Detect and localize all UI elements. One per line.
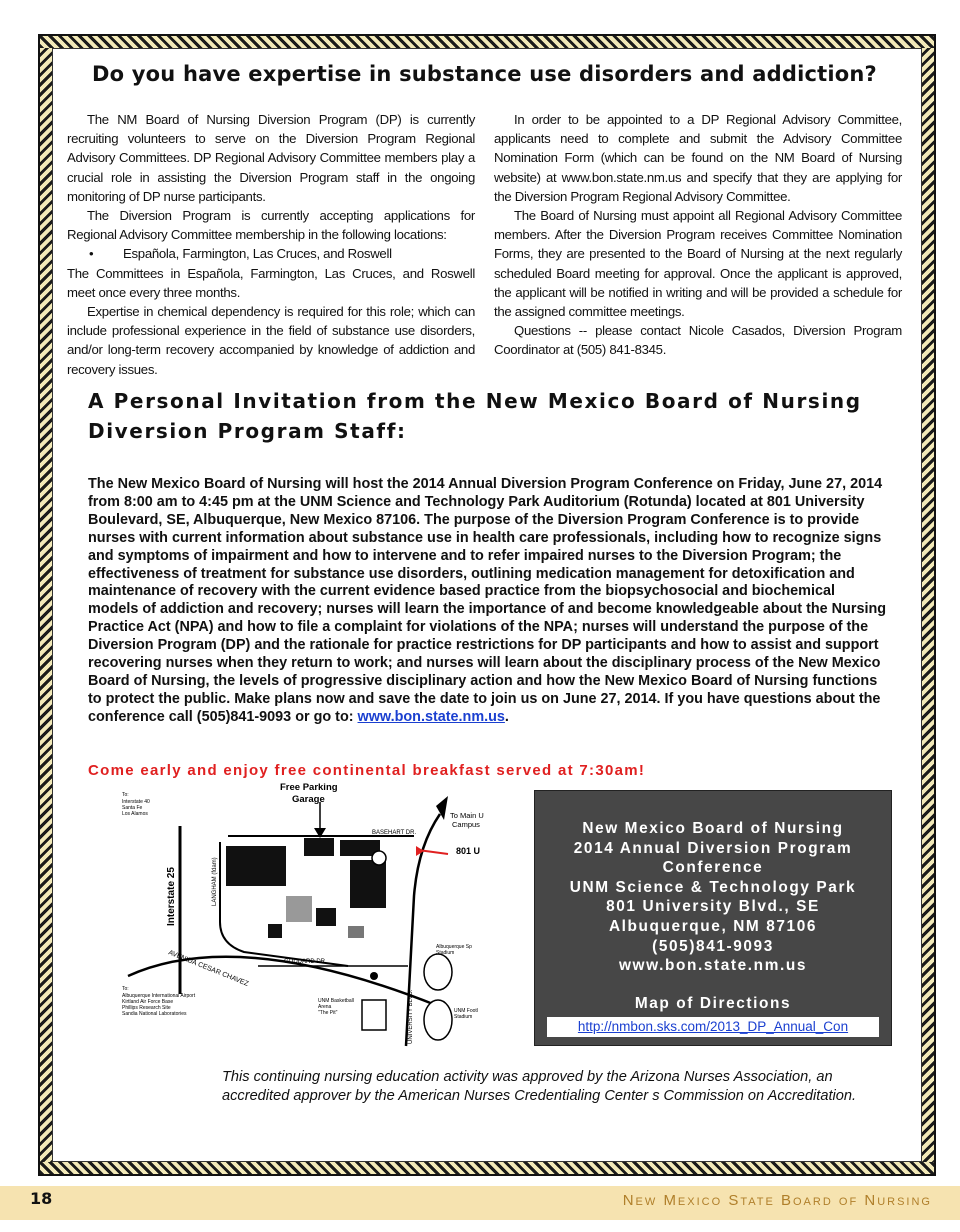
map-label-arena: UNM Basketball xyxy=(318,998,354,1004)
map-label-los-alamos: Los Alamos xyxy=(122,811,148,817)
conference-info-box xyxy=(534,790,892,1046)
map-label-football-2: Stadium xyxy=(454,1014,473,1020)
map-label-to-south: To: xyxy=(122,986,129,992)
map-label-kirtland: Kirtland Air Force Base xyxy=(122,999,174,1005)
map-label-arena-2: Arena xyxy=(318,1004,332,1010)
building xyxy=(348,926,364,938)
basketball-arena-icon xyxy=(362,1000,386,1030)
directions-map xyxy=(118,776,520,1052)
info-line-street: 801 University Blvd., SE xyxy=(606,898,820,916)
map-label-langham: LANGHAM (fdam) xyxy=(212,857,218,906)
map-label-football: UNM Footl xyxy=(454,1008,478,1014)
building xyxy=(226,846,286,886)
info-line-website: www.bon.state.nm.us xyxy=(618,957,808,975)
map-label-to-main: To Main U xyxy=(450,811,484,820)
building xyxy=(350,860,386,908)
info-line-city: Albuquerque, NM 87106 xyxy=(608,917,818,935)
map-label-phillips: Phillips Research Site xyxy=(122,1005,171,1011)
page-number: 18 xyxy=(30,1189,53,1208)
map-label-sandia: Sandia National Laboratories xyxy=(122,1011,187,1017)
map-label-garage: Garage xyxy=(292,794,325,805)
map-label-to-north: To: xyxy=(122,792,129,798)
map-directions-link[interactable]: http://nmbon.sks.com/2013_DP_Annual_Con xyxy=(547,1017,879,1037)
rotunda-icon xyxy=(372,851,386,865)
left-paragraph-4: Expertise in chemical dependency is required for this role; which can include professional experience in the field of substance use disorders, and/or long-term recovery accompanied by knowledge of addiction and recovery issues. xyxy=(67,304,475,377)
map-label-santa-fe: Santa Fe xyxy=(122,805,143,811)
map-label-avenida: AVENIDA CESAR CHAVEZ xyxy=(167,949,250,988)
info-spacer xyxy=(535,976,891,994)
parking-garage-building xyxy=(304,838,334,856)
map-label-interstate: Interstate 25 xyxy=(166,867,177,926)
football-stadium-icon xyxy=(424,1000,452,1040)
map-label-university-blvd: UNIVERSITY BLVD. xyxy=(408,989,414,1044)
info-line-conference-name: 2014 Annual Diversion Program xyxy=(573,839,853,857)
location-bullet xyxy=(67,244,475,263)
map-label-free-parking: Free Parking xyxy=(280,782,338,793)
left-paragraph-1: The NM Board of Nursing Diversion Program (DP) is currently recruiting volunteers to serve on the Diversion Program Regional Advisory Committees. DP Regional Advisory Committee members play a crucial role in assisting the Diversion Program staff in the ongoing monitoring of DP nurse participants. xyxy=(67,112,475,204)
info-line-board: New Mexico Board of Nursing xyxy=(582,820,844,837)
building xyxy=(268,924,282,938)
map-label-campus: Campus xyxy=(452,820,480,829)
building xyxy=(286,896,312,922)
conference-description xyxy=(88,476,888,727)
map-label-sports-stadium: Albuquerque Sp xyxy=(436,944,472,950)
map-label-801: 801 U xyxy=(456,846,481,856)
accreditation-statement: This continuing nursing education activity was approved by the Arizona Nurses Association, an accredited approver by the American Nurses Credentialing Center s Commission on Accreditation. xyxy=(222,1069,857,1105)
right-paragraph-1: In order to be appointed to a DP Regional Advisory Committee, applicants need to complete and submit the Advisory Committee Nomination Form (which can be found on the NM Board of Nursing website) at www.bon.state.nm.us and specify that they are applying for the Diversion Program Regional Advisory Committee. xyxy=(494,112,902,204)
right-column xyxy=(494,110,902,360)
map-of-directions-heading: Map of Directions xyxy=(634,994,792,1012)
headline: Do you have expertise in substance use disorders and addiction? xyxy=(92,62,877,86)
publication-title: New Mexico State Board of Nursing xyxy=(622,1192,932,1209)
location-bullet-text: Española, Farmington, Las Cruces, and Roswell xyxy=(123,246,392,262)
info-line-phone: (505)841-9093 xyxy=(652,937,774,955)
bullet-icon: • xyxy=(89,246,94,262)
left-paragraph-3: The Committees in Española, Farmington, Las Cruces, and Roswell meet once every three months. xyxy=(67,265,475,300)
breakfast-notice: Come early and enjoy free continental breakfast served at 7:30am! xyxy=(88,762,646,779)
right-paragraph-3: Questions -- please contact Nicole Casados, Diversion Program Coordinator at (505) 841-8345. xyxy=(494,323,902,358)
map-label-arena-3: "The Pit" xyxy=(318,1010,338,1016)
info-line-venue: UNM Science & Technology Park xyxy=(569,878,857,896)
map-label-i40: Interstate 40 xyxy=(122,799,150,805)
left-column xyxy=(67,110,475,379)
left-paragraph-2: The Diversion Program is currently accepting applications for Regional Advisory Committee membership in the following locations: xyxy=(67,208,475,243)
sports-stadium-icon xyxy=(424,954,452,990)
building xyxy=(370,972,378,980)
map-label-basehart: BASEHART DR. xyxy=(372,830,417,836)
map-label-airport: Albuquerque International Airport xyxy=(122,993,196,999)
conference-body: The New Mexico Board of Nursing will host the 2014 Annual Diversion Program Conference on Friday, June 27, 2014 from 8:00 am to 4:45 pm at the UNM Science and Technology Park Auditorium (Rotunda) located at 801 University Boulevard, SE, Albuquerque, New Mexico 87106. The purpose of the Diversion Program Conference is to provide nurses with current information about substance use in health care professionals, including how to recognize signs and symptoms of impairment and how to intervene and to refer impaired nurses to the Diversion Program; the effectiveness of treatment for substance use disorders, outlining medication management for detoxification and maintenance of recovery with the current evidence based practice from the biopsychosocial and biochemical models of addiction and recovery; nurses will learn the importance of and become knowledgeable about the Nursing Practice Act (NPA) and how to file a complaint for violations of the NPA; nurses will understand the purpose of the Diversion Program (DP) and the rationale for practice restrictions for DP participants and how to assist and support recovering nurses when they return to work; and nurses will learn about the disciplinary process of the New Mexico Board of Nursing, the levels of progressive disciplinary action and how the New Mexico Board of Nursing functions to protect the public. Make plans now and save the date to join us on June 27, 2014. If you have questions about the conference call (505)841-9093 or go to: xyxy=(88,476,887,725)
map-label-sports-stadium-2: Stadium xyxy=(436,950,455,956)
right-paragraph-2: The Board of Nursing must appoint all Regional Advisory Committee members. After the Diversion Program receives Committee Nomination Forms, they are presented to the Board of Nursing at the next regularly scheduled Board meeting for approval. Once the applicant is approved, the applicant will be notified in writing and will be provided a schedule for the assigned committee meetings. xyxy=(494,208,902,320)
invitation-title: A Personal Invitation from the New Mexico Board of Nursing Diversion Program Staff: xyxy=(88,389,862,443)
building xyxy=(316,908,336,926)
conference-body-end: . xyxy=(504,708,509,725)
website-link[interactable]: www.bon.state.nm.us xyxy=(357,708,505,725)
info-line-conference: Conference xyxy=(662,859,764,877)
map-label-goddard: GODDARD DR. xyxy=(284,959,327,965)
